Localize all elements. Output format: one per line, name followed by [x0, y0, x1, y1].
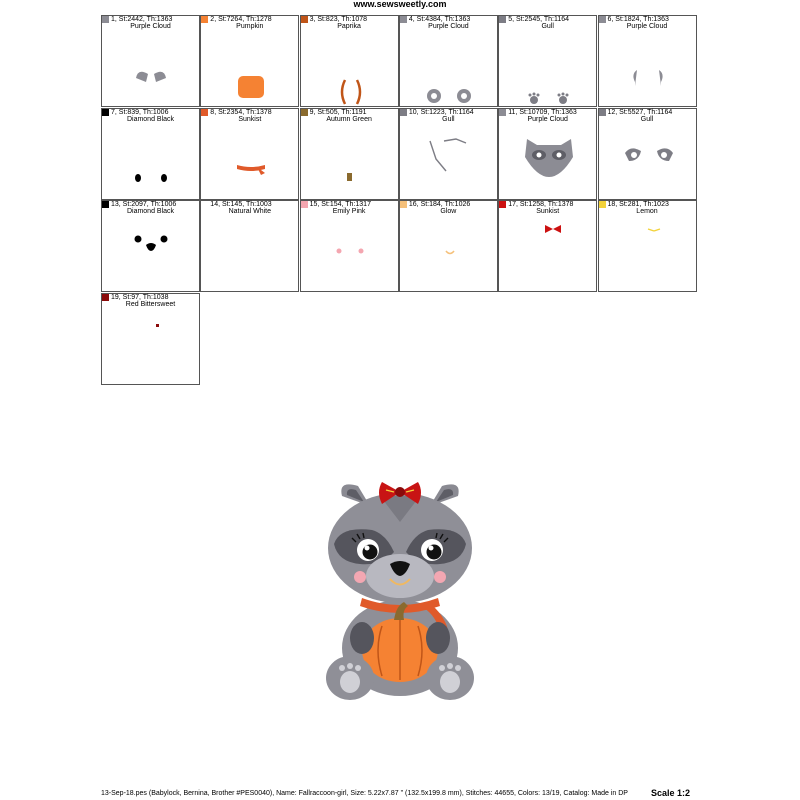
thread-name: Gull	[442, 115, 455, 123]
bow-icon	[499, 201, 598, 293]
color-header: 8, St:2354, Th:1378	[210, 108, 272, 116]
color-header: 4, St:4384, Th:1363	[408, 16, 471, 23]
thread-name: Purple Cloud	[626, 23, 668, 30]
color-cell	[498, 200, 597, 292]
thread-name: Lemon	[636, 208, 658, 215]
thread-name: Purple Cloud	[527, 115, 568, 123]
thread-name: Pumpkin	[236, 23, 264, 30]
color-header: 1, St:2442, Th:1363	[111, 16, 173, 23]
color-cell	[200, 15, 299, 107]
color-header: 12, St:5527, Th:1164	[607, 108, 673, 116]
thread-name: Natural White	[228, 208, 271, 215]
color-header: 9, St:505, Th:1191	[309, 108, 367, 116]
stem-icon	[301, 109, 400, 201]
color-header: 11, St:10709, Th:1363	[508, 108, 577, 116]
color-header: 6, St:1824, Th:1363	[607, 16, 669, 23]
color-header: 10, St:1223, Th:1164	[408, 108, 474, 116]
color-header: 2, St:7264, Th:1278	[210, 16, 272, 23]
thread-name: Autumn Green	[326, 115, 372, 123]
site-title: www.sewsweetly.com	[353, 0, 447, 9]
paw-dots-icon	[102, 109, 201, 201]
color-header: 7, St:839, Th:1006	[111, 108, 169, 116]
color-header: 3, St:823, Th:1078	[309, 16, 368, 23]
thread-name: Purple Cloud	[130, 23, 171, 30]
head-icon	[499, 109, 598, 201]
bow-knot-icon	[102, 294, 201, 386]
color-cell	[200, 108, 299, 200]
smile-icon	[400, 201, 499, 293]
color-cell	[101, 293, 200, 385]
thread-name: Sunkist	[238, 115, 262, 123]
thread-name: Red Bittersweet	[125, 300, 176, 308]
thread-name: Sunkist	[536, 208, 560, 215]
color-cell	[300, 15, 399, 107]
scarf-icon	[201, 109, 300, 201]
color-cell	[200, 200, 299, 292]
color-header: 15, St:154, Th:1317	[309, 201, 371, 208]
color-header: 5, St:2545, Th:1164	[508, 16, 570, 23]
color-grid	[101, 15, 697, 385]
thread-name: Glow	[440, 208, 457, 215]
color-cell	[498, 15, 597, 107]
thread-name: Diamond Black	[126, 115, 175, 123]
thread-name: Gull	[640, 115, 654, 123]
none	[201, 201, 300, 293]
color-header: 16, St:184, Th:1026	[408, 201, 471, 208]
color-cell	[300, 108, 399, 200]
pumpkin-lines-icon	[301, 16, 400, 108]
ears-icon	[102, 16, 201, 108]
color-cell	[598, 200, 697, 292]
face-features-icon	[102, 201, 201, 293]
pumpkin-icon	[201, 16, 300, 108]
color-header: 17, St:1258, Th:1378	[508, 201, 574, 208]
thread-name: Emily Pink	[332, 208, 366, 215]
thread-name: Diamond Black	[126, 208, 175, 215]
scale-label: Scale 1:2	[651, 788, 691, 798]
outline-icon	[400, 109, 499, 201]
color-cell	[598, 108, 697, 200]
bow-detail-icon	[599, 201, 698, 293]
thread-name: Paprika	[337, 23, 361, 30]
thread-name: Purple Cloud	[428, 23, 469, 30]
color-cell	[101, 200, 200, 292]
mask-icon	[599, 109, 698, 201]
paws-icon	[499, 16, 598, 108]
color-header: 18, St:281, Th:1023	[607, 201, 669, 208]
color-header: 13, St:2097, Th:1006	[111, 201, 177, 208]
cheeks-icon	[301, 201, 400, 293]
raccoon-design-preview	[320, 478, 480, 703]
thread-name: Gull	[541, 23, 554, 30]
design-info-footer: 13-Sep-18.pes (Babylock, Bernina, Brother #PES0040), Name: Fallraccoon-girl, Size: 5.22x7.87 " (132.5x199.8 mm), Stitches: 44655, Colors: 13/19, Catalog: Made in DP	[101, 790, 628, 797]
color-cell	[598, 15, 697, 107]
color-cell	[498, 108, 597, 200]
color-cell	[399, 200, 498, 292]
inner-ears-icon	[599, 16, 698, 108]
color-cell	[399, 15, 498, 107]
color-header: 19, St:97, Th:1038	[111, 293, 169, 301]
color-cell	[101, 108, 200, 200]
color-header: 14, St:145, Th:1003	[210, 201, 272, 208]
color-cell	[101, 15, 200, 107]
color-cell	[399, 108, 498, 200]
color-cell	[300, 200, 399, 292]
eye-circles-icon	[400, 16, 499, 108]
